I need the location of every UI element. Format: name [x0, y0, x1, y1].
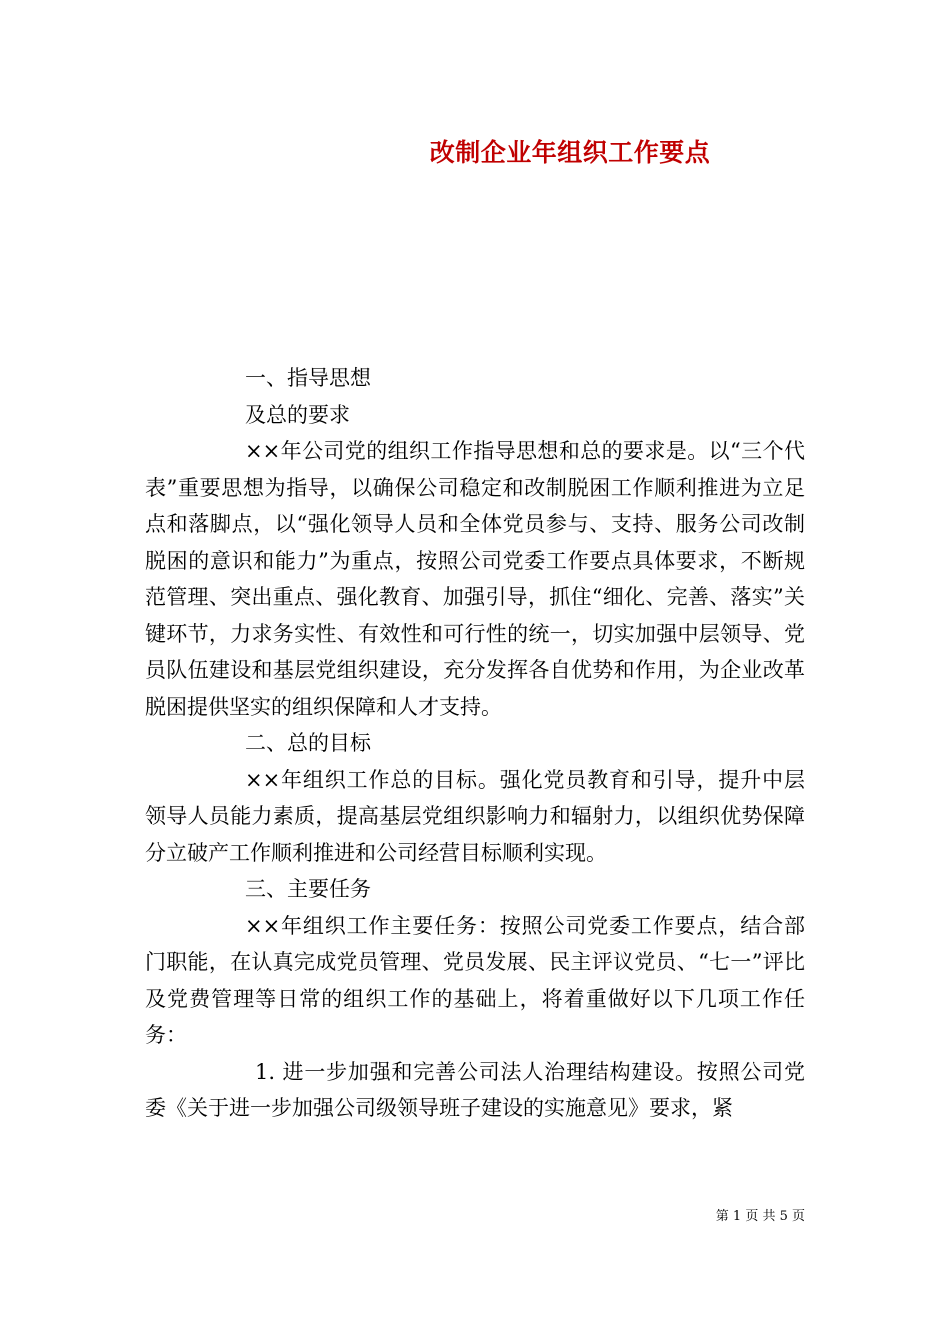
- section-heading: 一、指导思想: [245, 366, 371, 390]
- section-heading: 二、总的目标: [245, 731, 371, 755]
- body-paragraph: ××年公司党的组织工作指导思想和总的要求是。以“三个代表”重要思想为指导，以确保公司稳定和改制脱困工作顺利推进为立足点和落脚点，以“强化领导人员和全体党员参与、支持、服务公司改制脱困的意识和能力”为重点，按照公司党委工作要点具体要求，不断规范管理、突出重点、强化教育、加强引导，抓住“细化、完善、落实”关键环节，力求务实性、有效性和可行性的统一，切实加强中层领导、党员队伍建设和基层党组织建设，充分发挥各自优势和作用，为企业改革脱困提供坚实的组织保障和人才支持。: [145, 439, 805, 719]
- document-title: 改制企业年组织工作要点: [429, 138, 711, 167]
- numbered-item: 1. 进一步加强和完善公司法人治理结构建设。按照公司党委《关于进一步加强公司级领导班子建设的实施意见》要求，紧: [145, 1059, 805, 1120]
- body-paragraph: ××年组织工作总的目标。强化党员教育和引导，提升中层领导人员能力素质，提高基层党组织影响力和辐射力，以组织优势保障分立破产工作顺利推进和公司经营目标顺利实现。: [145, 767, 805, 865]
- section-heading: 及总的要求: [245, 402, 350, 427]
- page-number: 第 1 页 共 5 页: [715, 1209, 805, 1224]
- section-heading: 三、主要任务: [245, 877, 371, 901]
- body-paragraph: ××年组织工作主要任务：按照公司党委工作要点，结合部门职能，在认真完成党员管理、党员发展、民主评议党员、“七一”评比及党费管理等日常的组织工作的基础上，将着重做好以下几项工作任务：: [145, 913, 805, 1047]
- document-body: [145, 360, 805, 1127]
